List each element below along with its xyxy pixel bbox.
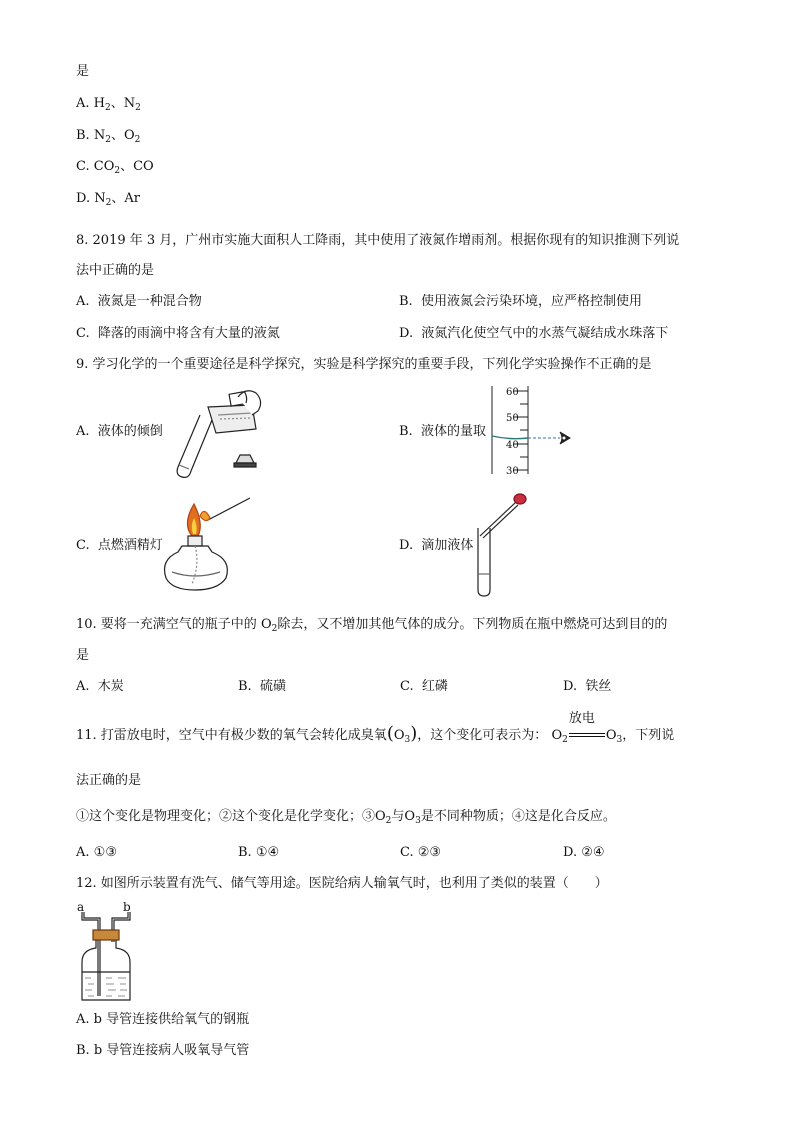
q10-option-d: D. 铁丝 — [563, 679, 612, 694]
q9-option-a: A. 液体的倾倒 — [76, 424, 163, 439]
cylinder-tick-30: 30 — [506, 466, 519, 477]
q12-stem: 12. 如图所示装置有洗气、储气等用途。医院给病人输氧气时，也利用了类似的装置（ ） — [76, 876, 608, 891]
q12-option-a: A. b 导管连接供给氧气的钢瓶 — [76, 1012, 250, 1027]
cylinder-tick-50: 50 — [506, 413, 519, 424]
q8-option-d: D. 液氮汽化使空气中的水蒸气凝结成水珠落下 — [399, 326, 669, 341]
q10-option-a: A. 木炭 — [76, 679, 124, 694]
q8-option-b: B. 使用液氮会污染环境，应严格控制使用 — [399, 294, 642, 309]
dropper-figure — [470, 490, 540, 600]
q8-option-c: C. 降落的雨滴中将含有大量的液氮 — [76, 326, 280, 341]
q11-option-b: B. ①④ — [238, 845, 280, 860]
gas-wash-bottle-figure — [76, 912, 136, 1004]
q11-stem-line2: 法正确的是 — [76, 773, 142, 788]
q11-option-d: D. ②④ — [563, 845, 605, 860]
reaction-condition: 放电 — [568, 710, 595, 726]
q10-stem-line2: 是 — [76, 648, 90, 663]
q9-option-d: D. 滴加液体 — [399, 538, 474, 553]
q7-stem-tail: 是 — [76, 64, 90, 79]
q8-stem-line1: 8. 2019 年 3 月，广州市实施大面积人工降雨，其中使用了液氮作增雨剂。根据你现有的知识推测下列说 — [76, 233, 680, 248]
q7-option-d: D. $N_2$、Ar — [76, 191, 140, 208]
q12-option-b: B. b 导管连接病人吸氧导气管 — [76, 1043, 250, 1058]
alcohol-lamp-figure — [162, 494, 262, 594]
q9-stem: 9. 学习化学的一个重要途径是科学探究，实验是科学探究的重要手段，下列化学实验操作不正确的是 — [76, 357, 652, 372]
q10-option-c: C. 红磷 — [400, 679, 448, 694]
q11-option-c: C. ②③ — [400, 845, 442, 860]
q10-option-b: B. 硫磺 — [238, 679, 286, 694]
q11-statements: ①这个变化是物理变化；②这个变化是化学变化；$③O_2$与$O_3$是不同种物质；④这是化合反应。 — [76, 809, 616, 826]
q9-option-b: B. 液体的量取 — [399, 424, 486, 439]
wash-bottle-label-b: b — [123, 900, 131, 914]
wash-bottle-label-a: a — [77, 900, 85, 914]
cylinder-reading-figure — [484, 384, 584, 476]
q10-stem-line1: 10. 要将一充满空气的瓶子中的 $O_2$除去，又不增加其他气体的成分。下列物质在瓶中燃烧可达到目的的 — [76, 617, 668, 634]
cylinder-tick-60: 60 — [506, 387, 519, 398]
q8-option-a: A. 液氮是一种混合物 — [76, 294, 202, 309]
pouring-liquid-figure — [160, 385, 280, 480]
q8-stem-line2: 法中正确的是 — [76, 263, 155, 278]
q11-option-a: A. ①③ — [76, 845, 117, 860]
q11-stem-line1: 11. 打雷放电时，空气中有极少数的氧气会转化成臭氧$(O_3)$，这个变化可表示为： $O_2$ 放电 $O_3$，下列说 — [76, 710, 675, 745]
q9-option-c: C. 点燃酒精灯 — [76, 538, 163, 553]
reaction-equation: $O_2$ 放电 $O_3$ — [551, 710, 623, 745]
q7-option-b: B. $N_2$、$O_2$ — [76, 128, 141, 145]
cylinder-tick-40: 40 — [506, 440, 519, 451]
q7-option-c: C. $CO_2$、CO — [76, 159, 154, 176]
q7-option-a: A. $H_2$、$N_2$ — [76, 96, 141, 113]
